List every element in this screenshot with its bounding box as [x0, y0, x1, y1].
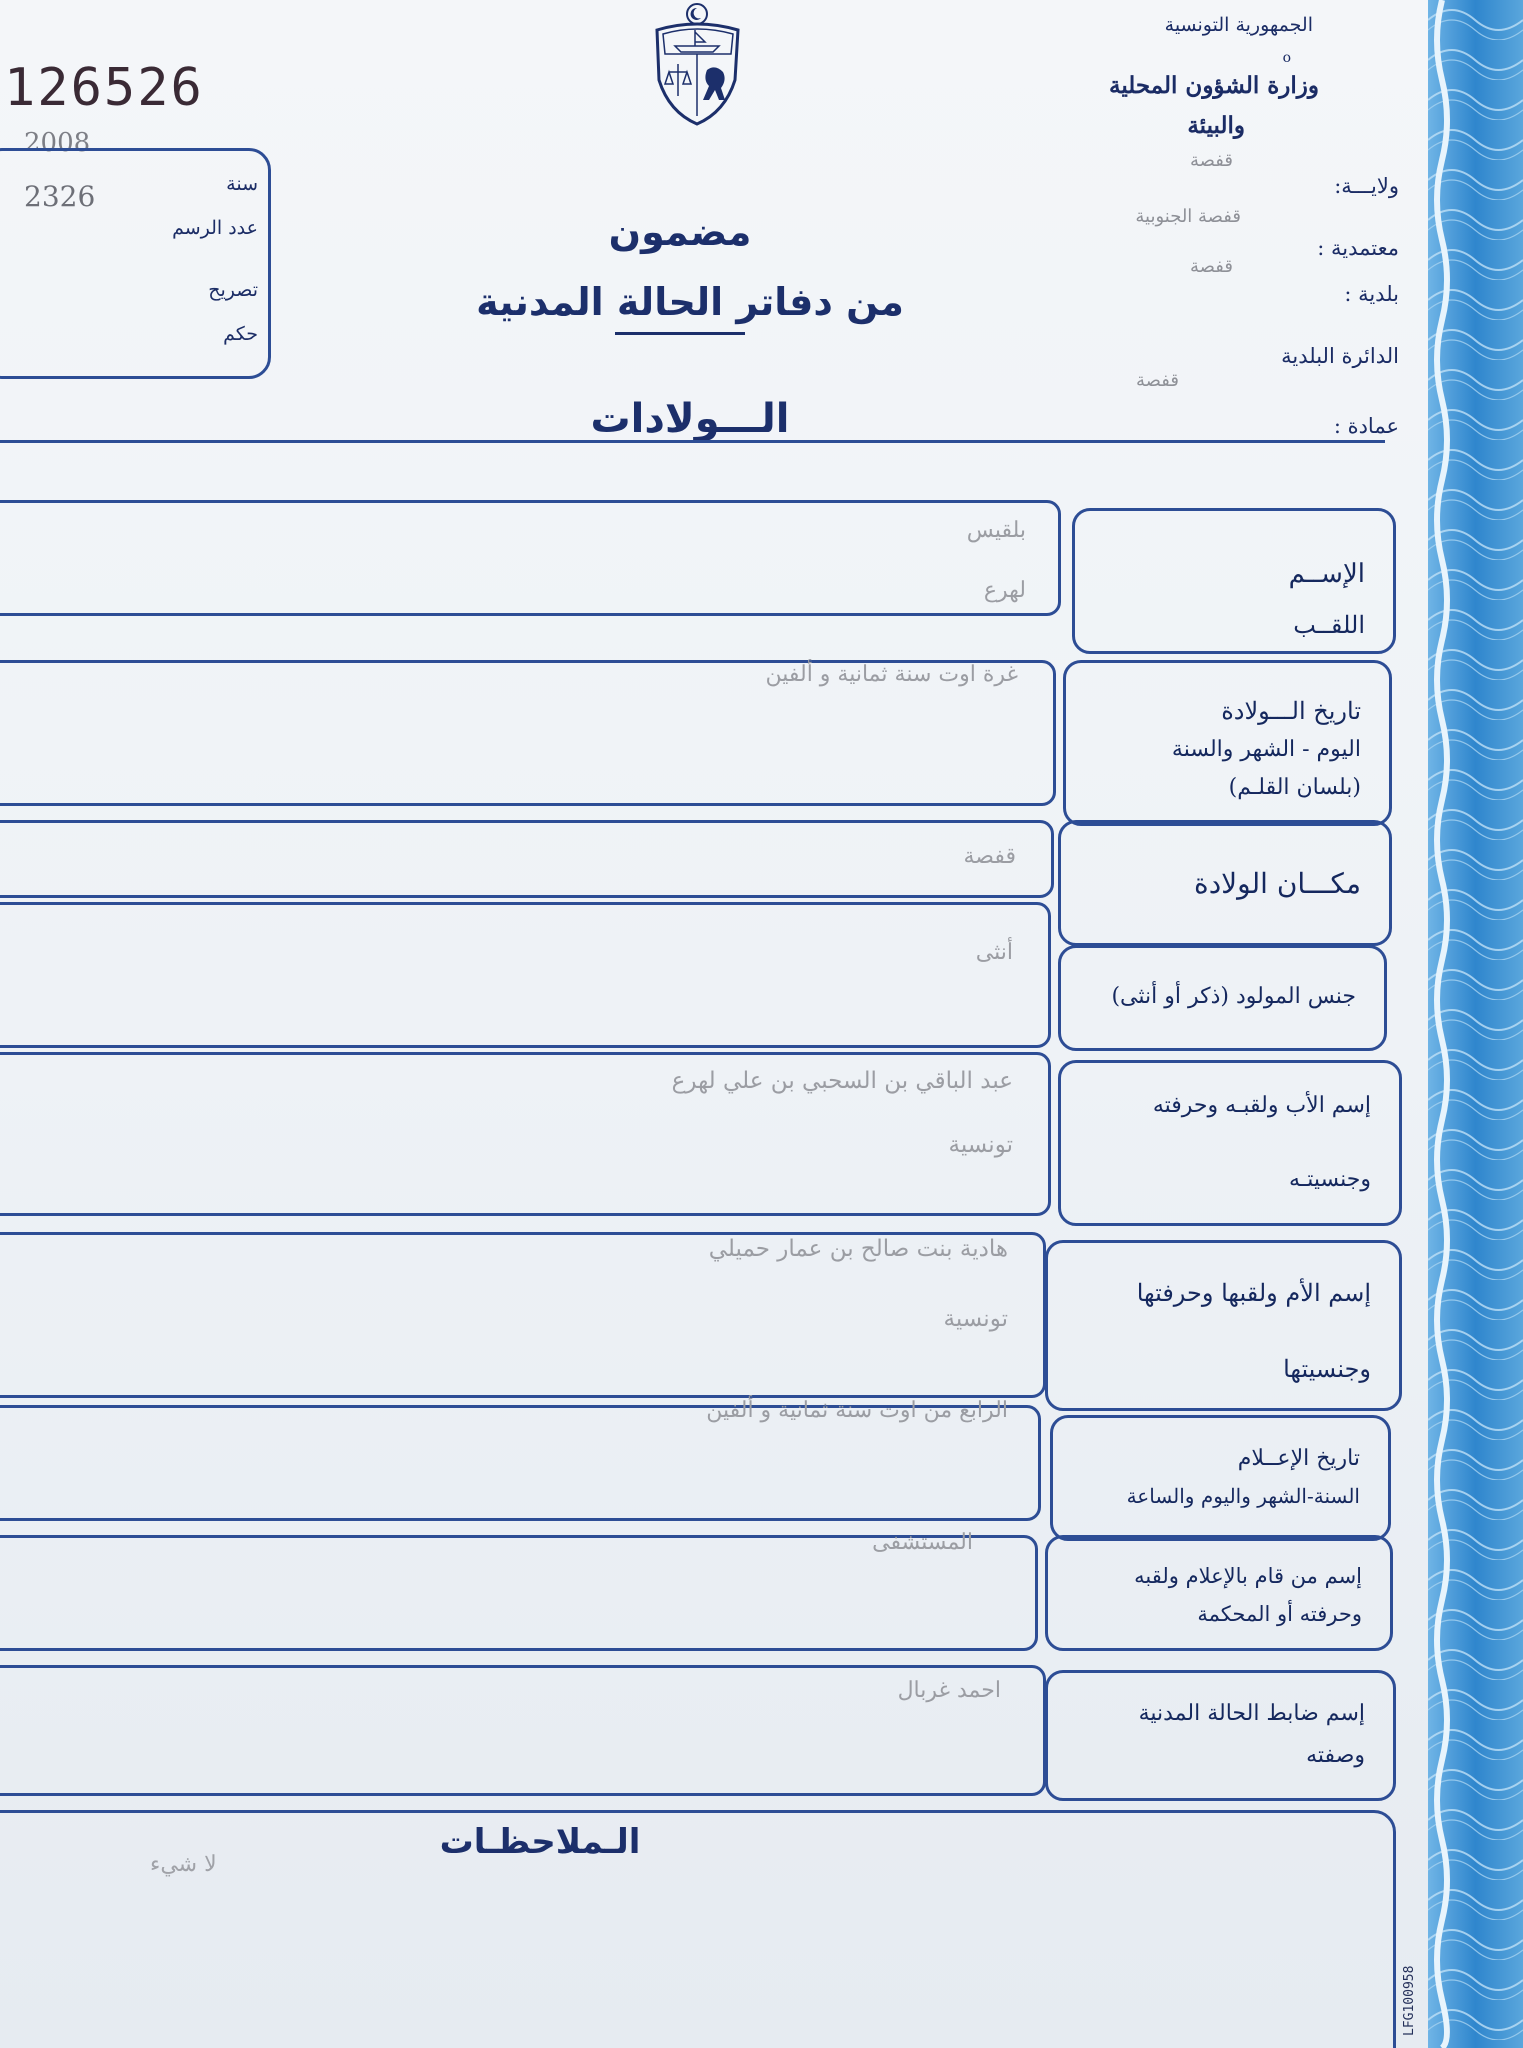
stamp-number: 2326: [24, 180, 96, 213]
stamp-year: 2008: [24, 128, 91, 158]
field-label-box-registrar: [1045, 1670, 1396, 1801]
field-label: اللقــب: [1293, 611, 1365, 639]
year-label: سنة: [226, 173, 258, 195]
governorate-label: ولايـــة:: [1334, 174, 1399, 198]
subtitle-underline: [615, 332, 745, 335]
document-subtitle: من دفاتر الحالة المدنية: [476, 280, 904, 324]
notes-title: الـملاحظـات: [439, 1822, 641, 1862]
coat-of-arms-emblem: [645, 0, 750, 128]
registration-box: [0, 148, 271, 379]
birth-date-value: غرة اوت سنة ثمانية و ألفين: [765, 662, 1018, 687]
field-label-box-declaration-date: [1050, 1415, 1391, 1541]
sex-value: أنثى: [975, 940, 1013, 965]
declaration-label: تصريح: [208, 279, 258, 301]
first-name-value: بلقيس: [966, 518, 1026, 543]
field-value-box: [0, 820, 1054, 898]
notes-value: لا شيء: [150, 1852, 217, 1877]
field-label: السنة-الشهر واليوم والساعة: [1126, 1484, 1360, 1508]
field-label: إسم ضابط الحالة المدنية: [1138, 1701, 1365, 1726]
field-label-box-birth-place: [1058, 820, 1392, 946]
municipality-value: قفصة: [1190, 256, 1233, 277]
field-label-box-name: [1072, 508, 1396, 654]
field-label-box-birth-date: [1063, 660, 1392, 826]
field-label-box-father: [1058, 1060, 1402, 1226]
field-label: إسم من قام بالإعلام ولقبه: [1134, 1564, 1362, 1588]
separator-mark: o: [1282, 50, 1291, 66]
mother-nationality-value: تونسية: [943, 1306, 1008, 1332]
republic-name: الجمهورية التونسية: [1164, 14, 1313, 36]
field-label: اليوم - الشهر والسنة: [1171, 737, 1361, 762]
field-value-box: [0, 1665, 1046, 1796]
field-label: وجنسيتـه: [1288, 1167, 1371, 1192]
father-value: عبد الباقي بن السحبي بن علي لهرع: [671, 1068, 1013, 1094]
form-code-label: [1393, 1930, 1423, 2040]
births-section-title: الـــولادات: [590, 396, 790, 442]
field-label: وجنسيتها: [1283, 1355, 1371, 1383]
sector-label: عمادة :: [1333, 414, 1399, 438]
field-value-box: [0, 500, 1061, 616]
mother-value: هادية بنت صالح بن عمار حميلي: [708, 1236, 1008, 1262]
field-value-box: [0, 902, 1051, 1048]
table-top-rule: [0, 440, 1385, 443]
municipal-district-value: قفصة: [1136, 370, 1179, 391]
field-label: وحرفته أو المحكمة: [1197, 1602, 1362, 1626]
surname-value: لهرع: [983, 578, 1026, 603]
field-label-box-sex: [1058, 945, 1387, 1051]
field-label: مكـــان الولادة: [1194, 867, 1361, 900]
document-title: مضمون: [608, 210, 752, 254]
ministry-line-2: والبيئة: [1187, 112, 1245, 139]
field-label-box-declarant: [1045, 1535, 1393, 1651]
delegation-label: معتمدية :: [1317, 236, 1399, 260]
registrar-value: احمد غربال: [897, 1678, 1001, 1703]
municipal-district-label: الدائرة البلدية: [1281, 344, 1399, 368]
field-label: جنس المولود (ذكر أو أنثى): [1111, 984, 1356, 1009]
field-label: إسم الأب ولقبـه وحرفته: [1152, 1093, 1371, 1118]
municipality-label: بلدية :: [1344, 282, 1399, 306]
birth-place-value: قفصة: [963, 844, 1016, 869]
ministry-line-1: وزارة الشؤون المحلية: [1109, 72, 1319, 99]
field-label: (بلسان القلـم): [1228, 775, 1361, 800]
governorate-value: قفصة: [1190, 150, 1233, 171]
field-label: إسم الأم ولقبها وحرفتها: [1136, 1279, 1371, 1307]
field-label: تاريخ الإعــلام: [1237, 1446, 1360, 1471]
form-code-text: LFG100958: [1402, 1965, 1417, 2036]
field-label: وصفته: [1306, 1743, 1365, 1768]
judgment-label: حكم: [223, 323, 258, 345]
declaration-date-value: الرابع من اوت سنة ثمانية و ألفين: [706, 1398, 1008, 1423]
field-label: تاريخ الـــولادة: [1221, 697, 1361, 725]
decorative-border: [1428, 0, 1523, 2048]
field-label: الإســم: [1288, 559, 1365, 589]
father-nationality-value: تونسية: [948, 1132, 1013, 1158]
notes-box: [0, 1810, 1396, 2048]
declarant-value: المستشفى: [872, 1530, 973, 1555]
field-label-box-mother: [1045, 1240, 1402, 1411]
delegation-value: قفصة الجنوبية: [1135, 206, 1241, 227]
serial-number: 126526: [4, 58, 204, 118]
record-number-label: عدد الرسم: [172, 217, 258, 239]
